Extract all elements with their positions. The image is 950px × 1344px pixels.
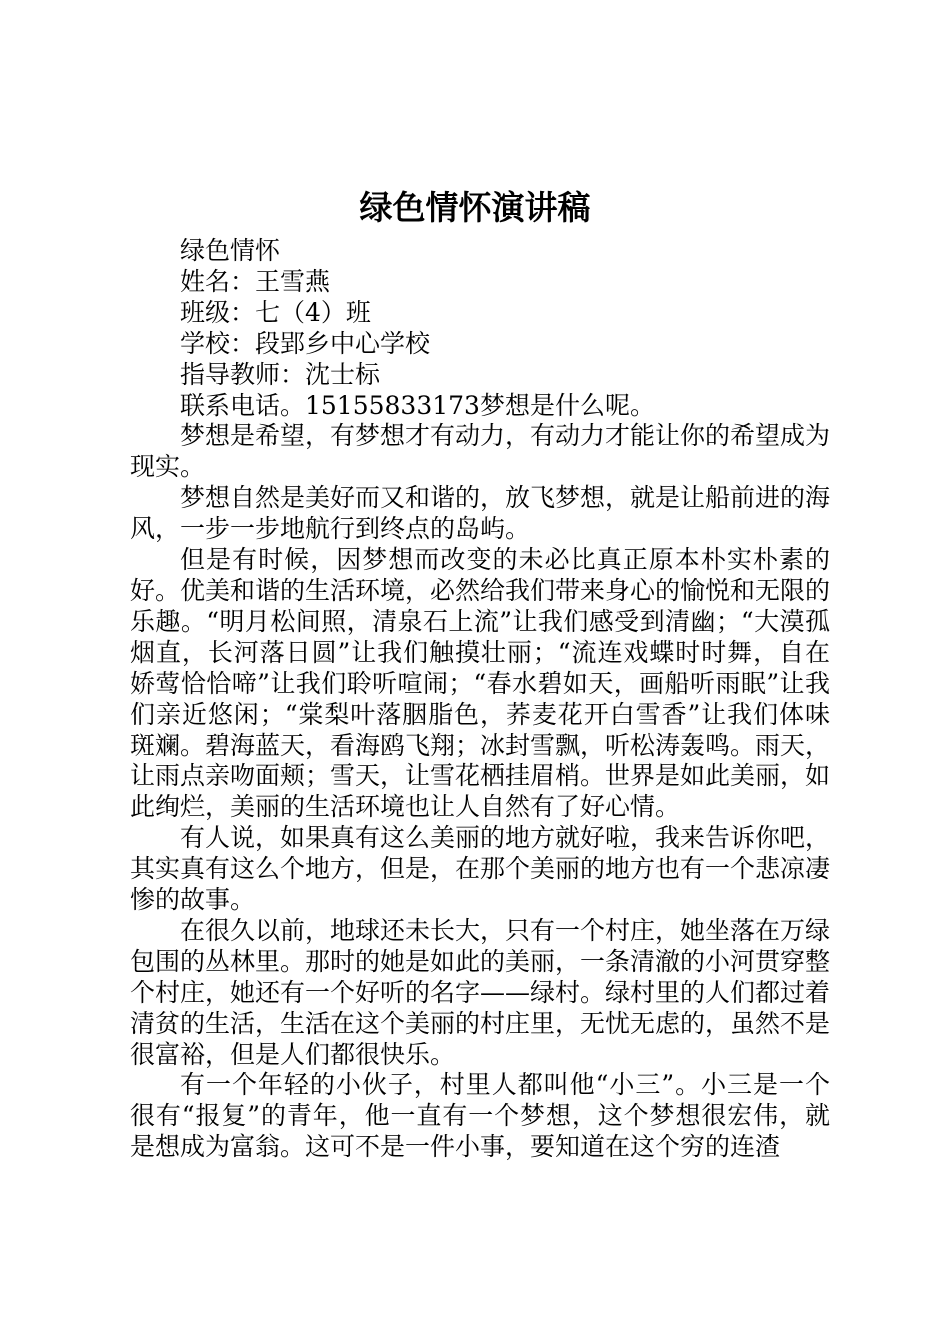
meta-line-teacher: 指导教师：沈士标 xyxy=(180,359,381,389)
document-body xyxy=(130,236,830,1163)
body-paragraph: 有人说，如果真有这么美丽的地方就好啦，我来告诉你吧，其实真有这么个地方，但是，在那个美丽的地方也有一个悲凉凄惨的故事。 xyxy=(130,823,831,915)
body-paragraph: 但是有时候，因梦想而改变的未必比真正原本朴实朴素的好。优美和谐的生活环境，必然给我们带来身心的愉悦和无限的乐趣。“明月松间照，清泉石上流”让我们感受到清幽；“大漠孤烟直，长河落日圆”让我们触摸壮丽；“流连戏蝶时时舞，自在娇莺恰恰啼”让我们聆听喧闹；“春水碧如天，画船听雨眠”让我们亲近悠闲；“棠梨叶落胭脂色，荞麦花开白雪香”让我们体味斑斓。碧海蓝天，看海鸥飞翔；冰封雪飘，听松涛轰鸣。雨天，让雨点亲吻面颊；雪天，让雪花栖挂眉梢。世界是如此美丽，如此绚烂，美丽的生活环境也让人自然有了好心情。 xyxy=(130,545,831,822)
body-paragraph: 梦想是希望，有梦想才有动力，有动力才能让你的希望成为现实。 xyxy=(130,421,831,482)
body-paragraph: 有一个年轻的小伙子，村里人都叫他“小三”。小三是一个很有“报复”的青年，他一直有一个梦想，这个梦想很宏伟，就是想成为富翁。这可不是一件小事，要知道在这个穷的连渣 xyxy=(130,1070,830,1162)
meta-line-topic: 绿色情怀 xyxy=(180,236,281,265)
body-paragraph: 梦想自然是美好而又和谐的，放飞梦想，就是让船前进的海风，一步一步地航行到终点的岛屿。 xyxy=(130,483,831,544)
meta-line-school: 学校：段郢乡中心学校 xyxy=(180,328,431,358)
document-title: 绿色情怀演讲稿 xyxy=(359,188,591,227)
meta-line-class: 班级：七（4）班 xyxy=(180,297,371,327)
meta-line-phone: 联系电话。15155833173梦想是什么呢。 xyxy=(180,390,655,420)
meta-line-name: 姓名：王雪燕 xyxy=(180,266,331,296)
body-paragraph: 在很久以前，地球还未长大，只有一个村庄，她坐落在万绿包围的丛林里。那时的她是如此的美丽，一条清澈的小河贯穿整个村庄，她还有一个好听的名字——绿村。绿村里的人们都过着清贫的生活，生活在这个美丽的村庄里，无忧无虑的，虽然不是很富裕，但是人们都很快乐。 xyxy=(130,915,831,1069)
